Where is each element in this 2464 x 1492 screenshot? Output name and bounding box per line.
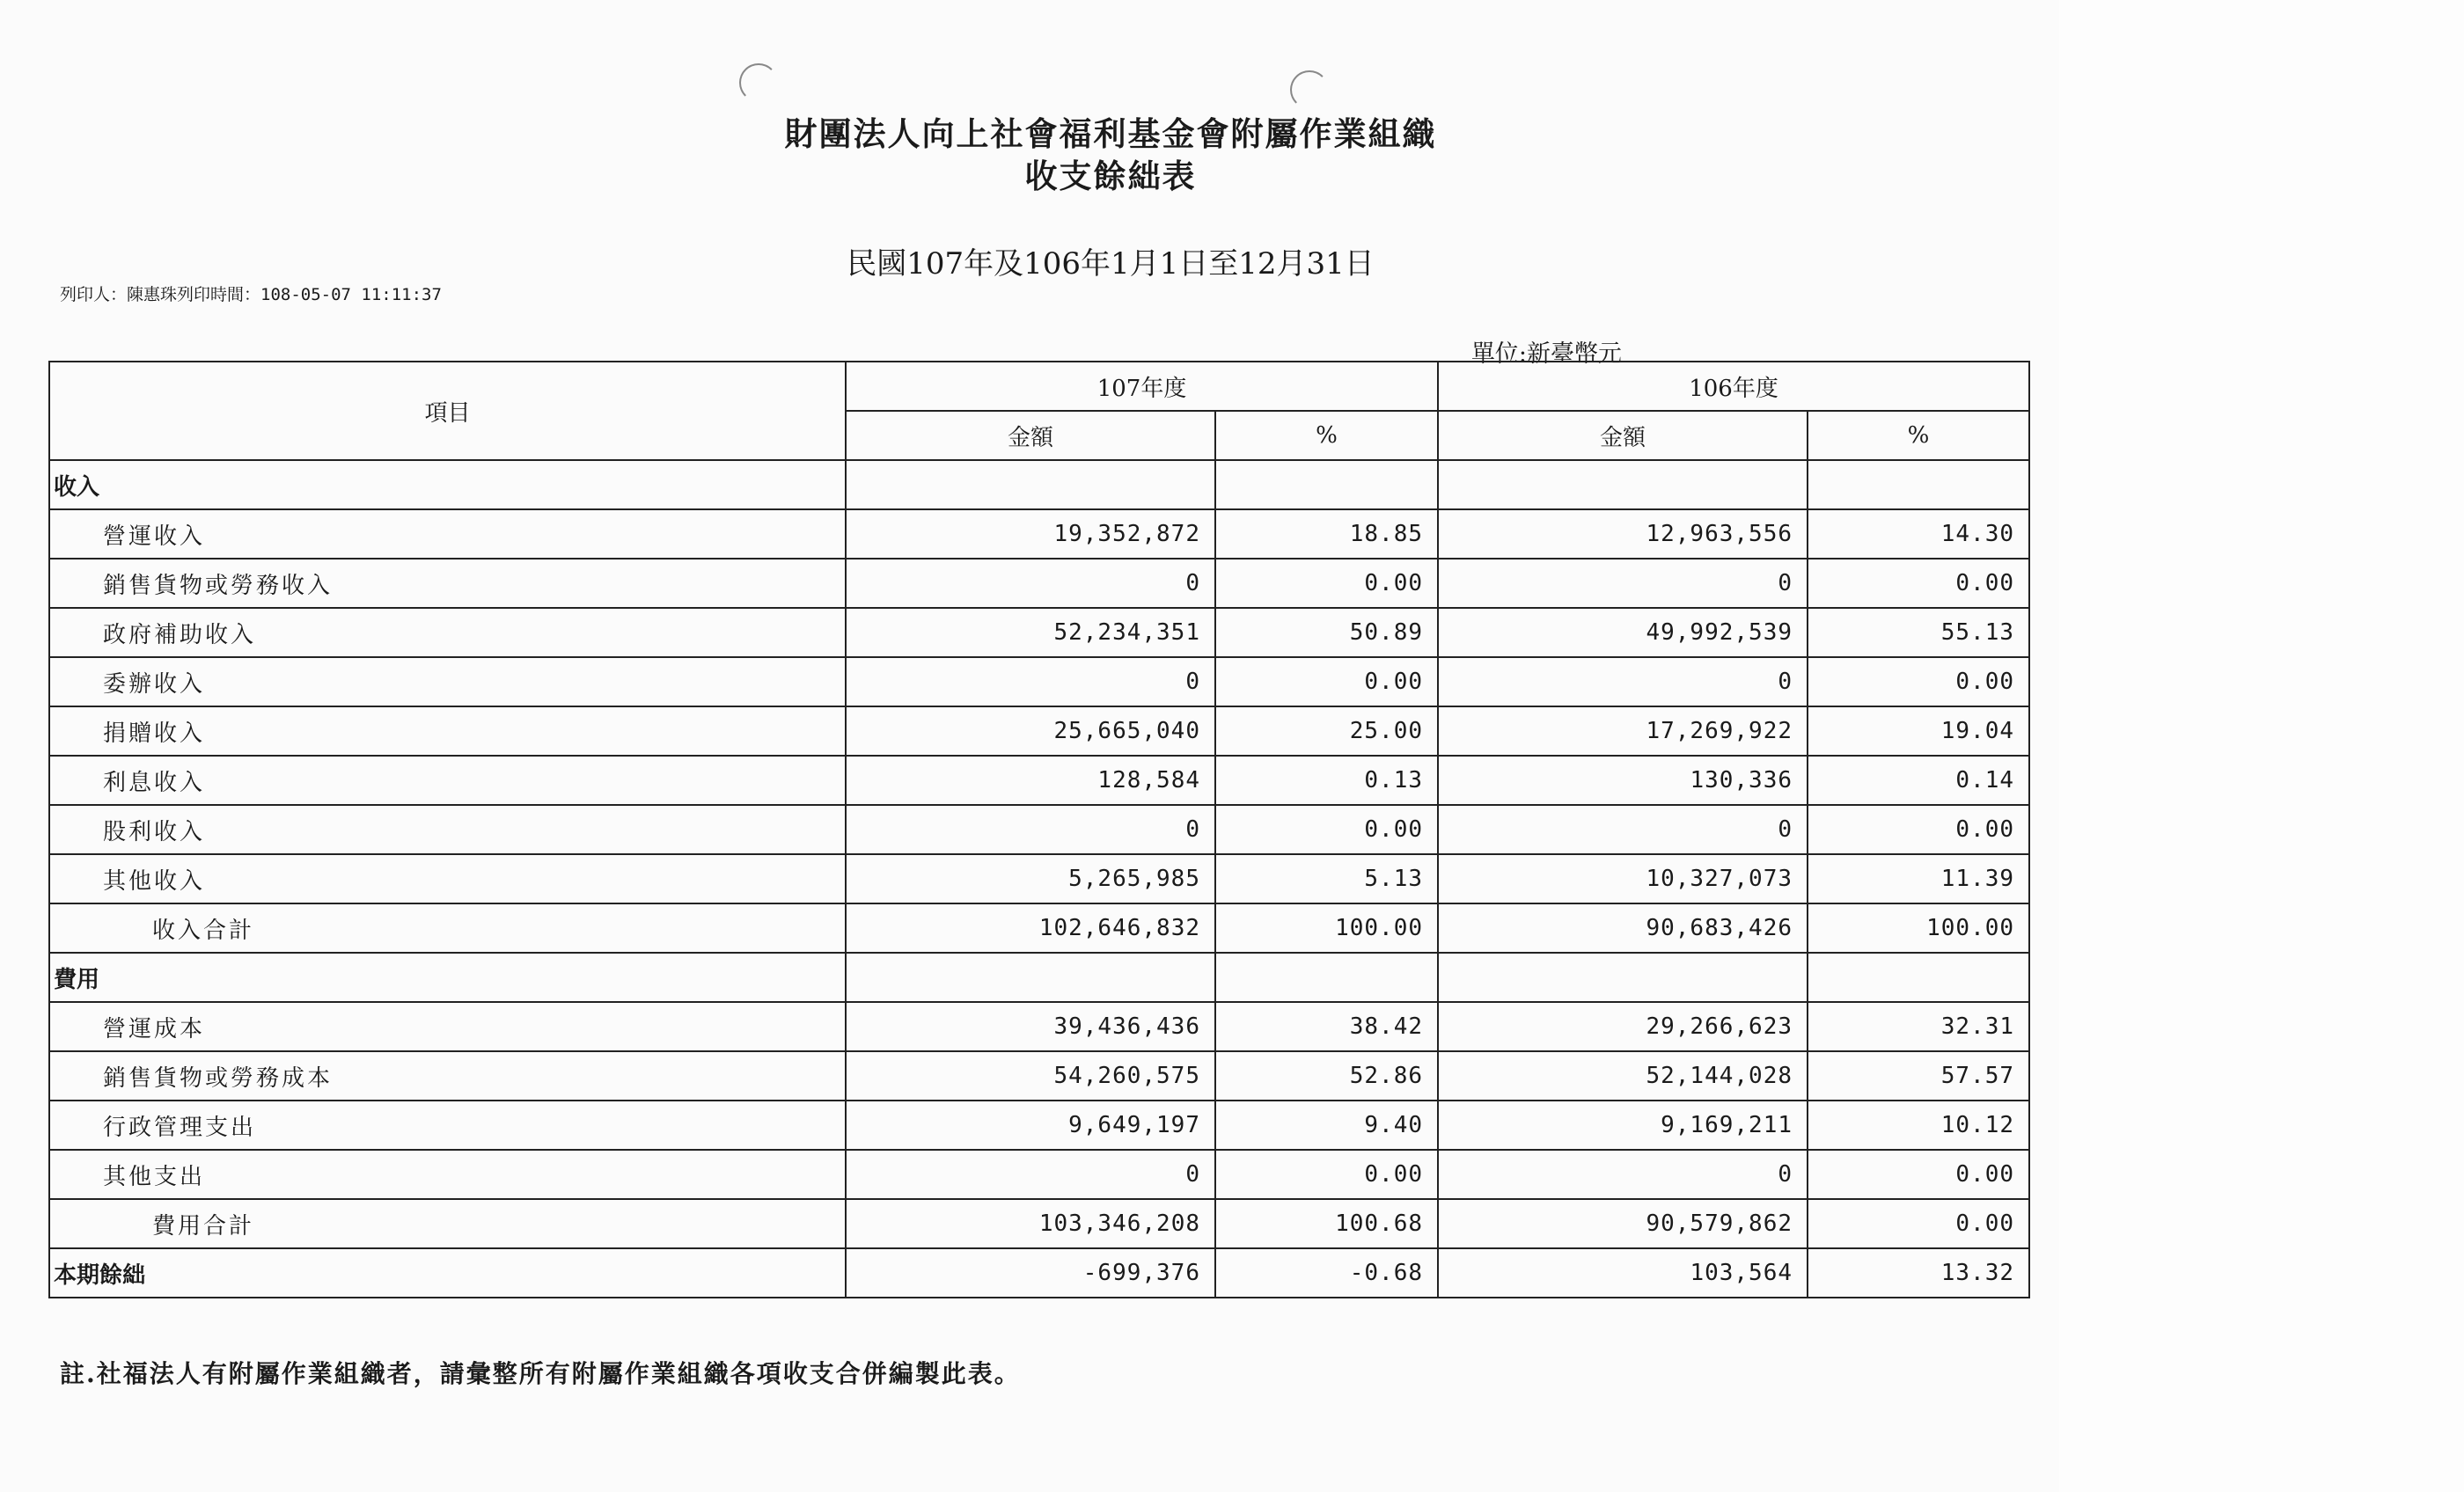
pct-106: 0.00	[1808, 1199, 2029, 1248]
income-row	[49, 608, 2029, 657]
expense-row	[49, 1002, 2029, 1051]
net-row	[49, 1248, 2029, 1298]
amount-107: 103,346,208	[846, 1199, 1215, 1248]
pct-106: 55.13	[1808, 608, 2029, 657]
pct-107: 38.42	[1215, 1002, 1438, 1051]
amount-106: 17,269,922	[1438, 706, 1808, 756]
empty-cell	[1215, 953, 1438, 1002]
income-row	[49, 509, 2029, 559]
expense-row	[49, 1150, 2029, 1199]
pct-106: 10.12	[1808, 1101, 2029, 1150]
amount-107: -699,376	[846, 1248, 1215, 1298]
amount-106: 90,579,862	[1438, 1199, 1808, 1248]
amount-107: 52,234,351	[846, 608, 1215, 657]
report-subtitle: 收支餘絀表	[1024, 157, 1197, 195]
pct-106: 100.00	[1808, 903, 2029, 953]
row-label: 銷售貨物或勞務收入	[49, 559, 846, 608]
report-period: 民國107年及106年1月1日至12月31日	[847, 246, 1375, 282]
pct-107: 0.00	[1215, 1150, 1438, 1199]
empty-cell	[1808, 460, 2029, 509]
pct-107: 9.40	[1215, 1101, 1438, 1150]
item-header: 項目	[49, 362, 846, 460]
amount-107: 0	[846, 657, 1215, 706]
amount-header: 金額	[1438, 411, 1808, 460]
expense-total-row	[49, 1199, 2029, 1248]
pct-header: %	[1808, 411, 2029, 460]
amount-107: 0	[846, 1150, 1215, 1199]
pct-106: 19.04	[1808, 706, 2029, 756]
pct-107: 100.00	[1215, 903, 1438, 953]
year2-header: 106年度	[1438, 362, 2029, 411]
empty-cell	[1215, 460, 1438, 509]
amount-106: 103,564	[1438, 1248, 1808, 1298]
section-label: 費用	[49, 953, 846, 1002]
amount-107: 0	[846, 559, 1215, 608]
pct-106: 11.39	[1808, 854, 2029, 903]
amount-107: 128,584	[846, 756, 1215, 805]
income-row	[49, 756, 2029, 805]
amount-106: 29,266,623	[1438, 1002, 1808, 1051]
amount-107: 9,649,197	[846, 1101, 1215, 1150]
pct-header: %	[1215, 411, 1438, 460]
amount-106: 0	[1438, 805, 1808, 854]
currency-unit: 單位:新臺幣元	[1470, 340, 1622, 368]
pct-106: 0.00	[1808, 559, 2029, 608]
income-row	[49, 559, 2029, 608]
pct-106: 0.14	[1808, 756, 2029, 805]
header-row-years	[49, 362, 2029, 411]
income-row	[49, 854, 2029, 903]
row-label: 捐贈收入	[49, 706, 846, 756]
pct-106: 14.30	[1808, 509, 2029, 559]
income-row	[49, 805, 2029, 854]
punch-hole-icon	[1290, 70, 1329, 109]
amount-107: 19,352,872	[846, 509, 1215, 559]
pct-107: 5.13	[1215, 854, 1438, 903]
empty-cell	[1438, 953, 1808, 1002]
row-label: 委辦收入	[49, 657, 846, 706]
pct-107: -0.68	[1215, 1248, 1438, 1298]
row-label: 利息收入	[49, 756, 846, 805]
pct-107: 0.00	[1215, 657, 1438, 706]
pct-107: 0.00	[1215, 559, 1438, 608]
expense-row	[49, 1051, 2029, 1101]
amount-106: 52,144,028	[1438, 1051, 1808, 1101]
amount-106: 49,992,539	[1438, 608, 1808, 657]
print-info: 列印人：陳惠珠列印時間：108-05-07 11:11:37	[60, 285, 442, 304]
amount-106: 12,963,556	[1438, 509, 1808, 559]
amount-106: 9,169,211	[1438, 1101, 1808, 1150]
empty-cell	[1438, 460, 1808, 509]
row-label: 營運收入	[49, 509, 846, 559]
pct-106: 0.00	[1808, 805, 2029, 854]
row-label: 銷售貨物或勞務成本	[49, 1051, 846, 1101]
footnote: 註.社福法人有附屬作業組織者，請彙整所有附屬作業組織各項收支合併編製此表。	[60, 1359, 1021, 1388]
pct-106: 0.00	[1808, 657, 2029, 706]
amount-106: 0	[1438, 657, 1808, 706]
empty-cell	[846, 460, 1215, 509]
row-label: 營運成本	[49, 1002, 846, 1051]
pct-106: 0.00	[1808, 1150, 2029, 1199]
amount-107: 39,436,436	[846, 1002, 1215, 1051]
expense-row	[49, 1101, 2029, 1150]
pct-106: 57.57	[1808, 1051, 2029, 1101]
amount-106: 10,327,073	[1438, 854, 1808, 903]
pct-107: 18.85	[1215, 509, 1438, 559]
income-row	[49, 657, 2029, 706]
row-label: 其他收入	[49, 854, 846, 903]
section-label: 收入	[49, 460, 846, 509]
amount-header: 金額	[846, 411, 1215, 460]
amount-106: 130,336	[1438, 756, 1808, 805]
row-label: 行政管理支出	[49, 1101, 846, 1150]
row-label: 收入合計	[49, 903, 846, 953]
amount-107: 54,260,575	[846, 1051, 1215, 1101]
row-label: 本期餘絀	[49, 1248, 846, 1298]
income-statement-table	[48, 361, 2030, 1298]
pct-107: 0.00	[1215, 805, 1438, 854]
pct-107: 100.68	[1215, 1199, 1438, 1248]
income-total-row	[49, 903, 2029, 953]
row-label: 政府補助收入	[49, 608, 846, 657]
pct-106: 32.31	[1808, 1002, 2029, 1051]
empty-cell	[846, 953, 1215, 1002]
amount-106: 90,683,426	[1438, 903, 1808, 953]
report-title: 財團法人向上社會福利基金會附屬作業組織	[784, 114, 1437, 153]
pct-107: 0.13	[1215, 756, 1438, 805]
amount-106: 0	[1438, 1150, 1808, 1199]
amount-107: 102,646,832	[846, 903, 1215, 953]
amount-107: 25,665,040	[846, 706, 1215, 756]
empty-cell	[1808, 953, 2029, 1002]
row-label: 股利收入	[49, 805, 846, 854]
section-row-expense	[49, 953, 2029, 1002]
pct-106: 13.32	[1808, 1248, 2029, 1298]
pct-107: 25.00	[1215, 706, 1438, 756]
amount-107: 5,265,985	[846, 854, 1215, 903]
row-label: 其他支出	[49, 1150, 846, 1199]
section-row-income	[49, 460, 2029, 509]
pct-107: 50.89	[1215, 608, 1438, 657]
punch-hole-icon	[739, 63, 778, 102]
year1-header: 107年度	[846, 362, 1438, 411]
income-row	[49, 706, 2029, 756]
amount-107: 0	[846, 805, 1215, 854]
pct-107: 52.86	[1215, 1051, 1438, 1101]
row-label: 費用合計	[49, 1199, 846, 1248]
amount-106: 0	[1438, 559, 1808, 608]
